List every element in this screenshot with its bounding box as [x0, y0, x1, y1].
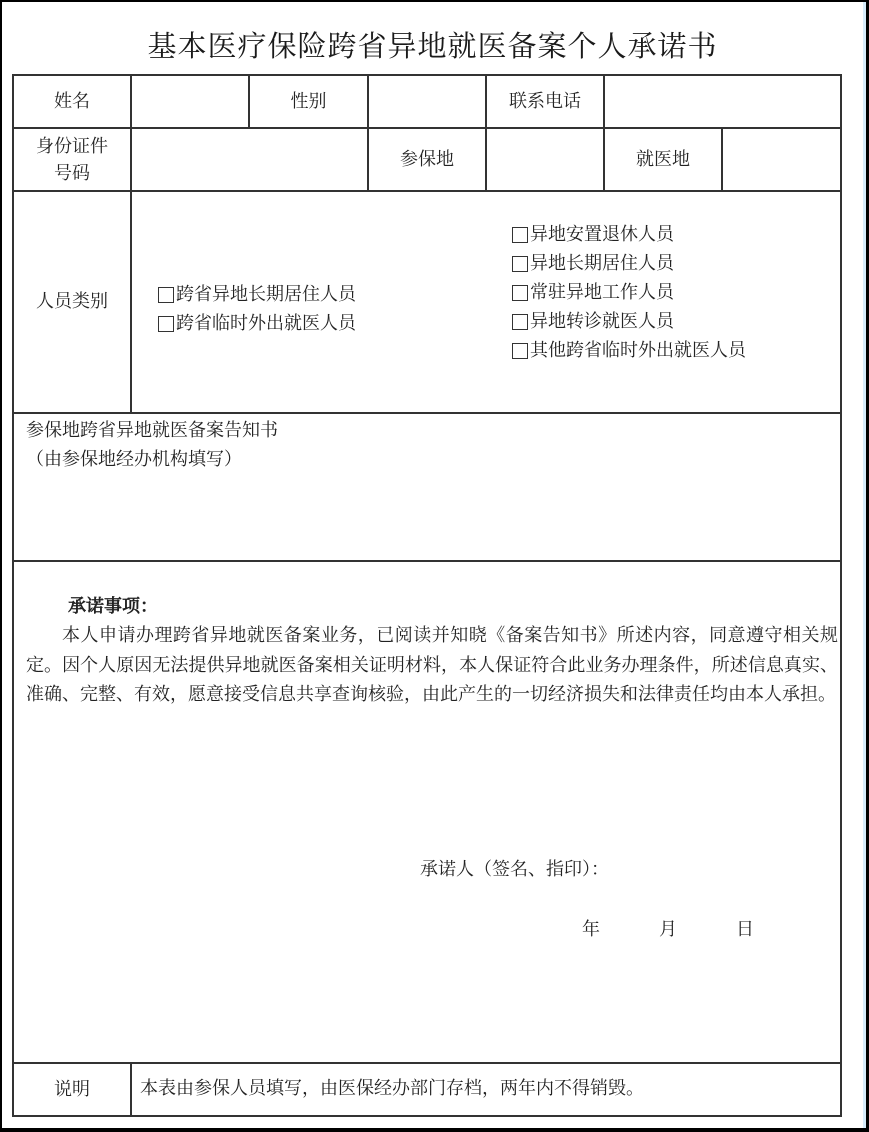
category-option-label: 跨省异地长期居住人员	[176, 284, 356, 305]
category-sub-option-label: 异地长期居住人员	[530, 253, 674, 274]
category-option[interactable]	[158, 309, 356, 338]
checkbox-icon[interactable]	[158, 316, 174, 332]
checkbox-icon[interactable]	[512, 256, 528, 272]
treatment-place-label: 就医地	[636, 148, 690, 170]
checkbox-icon[interactable]	[512, 314, 528, 330]
window-edge	[863, 2, 866, 1128]
gender-field[interactable]	[369, 76, 485, 127]
category-sub-option-label: 异地转诊就医人员	[530, 311, 674, 332]
phone-field[interactable]	[605, 76, 840, 127]
id-number-label-line1: 身份证件	[36, 135, 108, 157]
notice-subtitle: （由参保地经办机构填写）	[26, 449, 242, 470]
id-number-field[interactable]	[132, 129, 367, 190]
category-sub-option[interactable]	[512, 220, 674, 249]
treatment-place-field[interactable]	[723, 129, 840, 190]
table-border-bottom	[12, 1115, 842, 1117]
col-divider	[130, 1062, 132, 1117]
insured-place-label: 参保地	[400, 148, 454, 170]
date-year-label[interactable]: 年	[582, 919, 600, 940]
checkbox-icon[interactable]	[512, 285, 528, 301]
gender-label: 性别	[290, 90, 327, 112]
notice-title: 参保地跨省异地就医备案告知书	[26, 420, 278, 441]
promise-heading: 承诺事项：	[68, 596, 158, 617]
id-number-label	[14, 129, 130, 190]
form-title: 基本医疗保险跨省异地就医备案个人承诺书	[147, 29, 718, 63]
category-option[interactable]	[158, 280, 356, 309]
footer-note: 本表由参保人员填写，由医保经办部门存档，两年内不得销毁。	[140, 1078, 644, 1099]
phone-label: 联系电话	[509, 90, 581, 112]
date-day-label[interactable]: 日	[736, 919, 754, 940]
category-sub-option[interactable]	[512, 278, 674, 307]
promise-body: 本人申请办理跨省异地就医备案业务，已阅读并知晓《备案告知书》所述内容，同意遵守相关规定。因个人原因无法提供异地就医备案相关证明材料，本人保证符合此业务办理条件，所述信息真实、准确、完整、有效，愿意接受信息共享查询核验，由此产生的一切经济损失和法律责任均由本人承担。	[26, 625, 838, 705]
checkbox-icon[interactable]	[512, 343, 528, 359]
category-sub-option[interactable]	[512, 307, 674, 336]
category-sub-option-label: 异地安置退休人员	[530, 224, 674, 245]
table-border-right	[840, 74, 842, 1117]
signature-label[interactable]: 承诺人（签名、指印）：	[420, 859, 609, 880]
category-sub-option-label: 常驻异地工作人员	[530, 282, 674, 303]
notice-section[interactable]	[26, 416, 278, 474]
row-divider	[12, 1062, 842, 1064]
name-label: 姓名	[54, 90, 90, 112]
insured-place-field[interactable]	[487, 129, 603, 190]
date-month-label[interactable]: 月	[659, 919, 677, 940]
category-option-label: 跨省临时外出就医人员	[176, 313, 356, 334]
footer-label: 说明	[54, 1078, 90, 1100]
name-field[interactable]	[132, 76, 248, 127]
row-divider	[12, 412, 842, 414]
category-label: 人员类别	[36, 291, 108, 312]
category-sub-option[interactable]	[512, 249, 674, 278]
checkbox-icon[interactable]	[158, 287, 174, 303]
id-number-label-line2: 号码	[54, 162, 90, 184]
row-divider	[12, 190, 842, 192]
form-page	[2, 2, 863, 1128]
category-sub-option[interactable]	[512, 336, 746, 365]
checkbox-icon[interactable]	[512, 227, 528, 243]
row-divider	[12, 560, 842, 562]
category-sub-option-label: 其他跨省临时外出就医人员	[530, 340, 746, 361]
